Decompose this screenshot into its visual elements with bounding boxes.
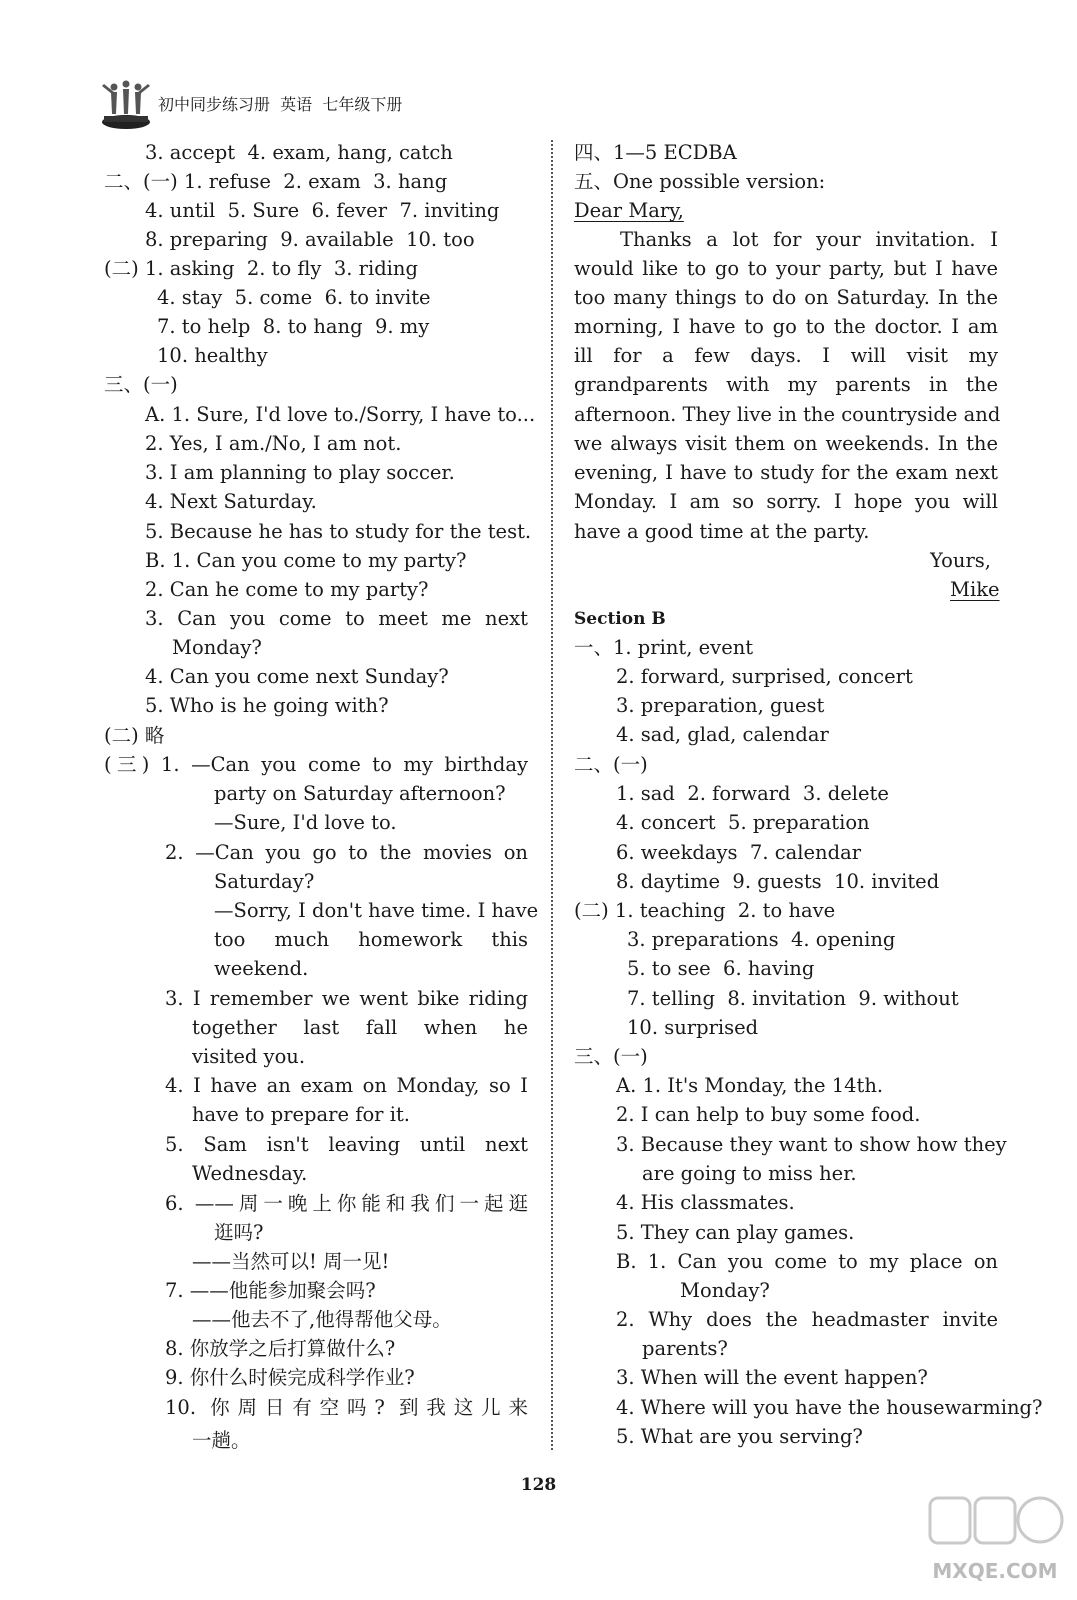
left-column-line: 2. Yes, I am./No, I am not.	[145, 432, 402, 455]
right-column-line: 1. sad 2. forward 3. delete	[616, 782, 889, 805]
right-column-line: afternoon. They live in the countryside and	[574, 403, 1001, 426]
left-column-line: 7. ——他能参加聚会吗?	[165, 1279, 376, 1302]
left-column-line: have to prepare for it.	[192, 1103, 410, 1126]
left-column-line: 8. 你放学之后打算做什么?	[165, 1337, 396, 1360]
header-title: 初中同步练习册 英语 七年级下册	[158, 95, 403, 114]
right-column-line: have a good time at the party.	[574, 520, 870, 543]
right-column-line: (二) 1. teaching 2. to have	[574, 899, 836, 922]
left-column-line: 10. 你周日有空吗? 到我这儿来	[165, 1396, 528, 1419]
right-column-line: 3. preparations 4. opening	[627, 928, 896, 951]
left-column-line: visited you.	[192, 1045, 306, 1068]
right-column-line: 一、1. print, event	[574, 636, 754, 659]
right-column-line: 4. His classmates.	[616, 1191, 795, 1214]
left-column-line: 8. preparing 9. available 10. too	[145, 228, 475, 251]
column-divider	[551, 140, 553, 1450]
right-column-line: B. 1. Can you come to my place on	[616, 1250, 998, 1273]
right-column-line: 2. Why does the headmaster invite	[616, 1308, 998, 1331]
right-column-line: Thanks a lot for your invitation. I	[620, 228, 998, 251]
right-column-line: we always visit them on weekends. In the	[574, 432, 998, 455]
right-column-line: would like to go to your party, but I have	[574, 257, 998, 280]
left-column-line: (三) 1. —Can you come to my birthday	[104, 753, 528, 776]
right-column-line: 五、One possible version:	[574, 170, 826, 193]
right-column-line: 10. surprised	[627, 1016, 759, 1039]
left-column-line: Saturday?	[214, 870, 315, 893]
left-column-line: 2. Can he come to my party?	[145, 578, 429, 601]
page-header	[100, 78, 520, 138]
right-column-line: A. 1. It's Monday, the 14th.	[616, 1074, 884, 1097]
right-column-line: 8. daytime 9. guests 10. invited	[616, 870, 940, 893]
page-number: 128	[520, 1475, 557, 1495]
right-column-line: 2. I can help to buy some food.	[616, 1103, 921, 1126]
right-column-line: too many things to do on Saturday. In the	[574, 286, 998, 309]
left-column-line: too much homework this	[214, 928, 528, 951]
right-column-line: 4. concert 5. preparation	[616, 811, 870, 834]
left-column-line: 4. stay 5. come 6. to invite	[157, 286, 431, 309]
left-column-line: 4. Next Saturday.	[145, 490, 317, 513]
left-column-line: 3. Can you come to meet me next	[145, 607, 528, 630]
right-column-line: 6. weekdays 7. calendar	[616, 841, 862, 864]
left-column-line: 二、(一) 1. refuse 2. exam 3. hang	[104, 170, 448, 193]
left-column-line: 5. Because he has to study for the test.	[145, 520, 532, 543]
left-column-line: 逛吗?	[214, 1221, 264, 1244]
left-column-line: 5. Who is he going with?	[145, 694, 389, 717]
right-column-line: 7. telling 8. invitation 9. without	[627, 987, 959, 1010]
left-column-line: Monday?	[172, 636, 262, 659]
left-column-line: 3. accept 4. exam, hang, catch	[145, 141, 453, 164]
right-column-line: Section B	[574, 609, 666, 629]
right-column-line: grandparents with my parents in the	[574, 373, 998, 396]
left-column-line: 7. to help 8. to hang 9. my	[157, 315, 430, 338]
right-column-line: 四、1—5 ECDBA	[574, 141, 737, 164]
right-column-line: morning, I have to go to the doctor. I am	[574, 315, 998, 338]
left-column-line: 4. I have an exam on Monday, so I	[165, 1074, 528, 1097]
right-column-line: Monday?	[680, 1279, 770, 1302]
left-column-line: 2. —Can you go to the movies on	[165, 841, 528, 864]
left-column-line: weekend.	[214, 957, 309, 980]
left-column-line: together last fall when he	[192, 1016, 528, 1039]
right-column-line: Mike	[950, 578, 1000, 601]
right-column-line: ill for a few days. I will visit my	[574, 344, 998, 367]
right-column-line: 4. Where will you have the housewarming?	[616, 1396, 1043, 1419]
left-column-line: ——当然可以! 周一见!	[192, 1250, 390, 1273]
right-column-line: 三、(一)	[574, 1045, 648, 1068]
right-column-line: parents?	[642, 1337, 728, 1360]
right-column-line: 5. They can play games.	[616, 1221, 855, 1244]
left-column-line: 10. healthy	[157, 344, 268, 367]
right-column-line: Dear Mary,	[574, 199, 684, 222]
right-column-line: evening, I have to study for the exam next	[574, 461, 998, 484]
right-column-line: 3. Because they want to show how they	[616, 1133, 1007, 1156]
watermark-subtext: MXQE.COM	[932, 1559, 1058, 1583]
left-column-line: 三、(一)	[104, 373, 178, 396]
right-column-line: 3. preparation, guest	[616, 694, 825, 717]
left-column-line: —Sorry, I don't have time. I have	[214, 899, 539, 922]
left-column-line: ——他去不了,他得帮他父母。	[192, 1308, 452, 1331]
logo-icon	[100, 78, 152, 132]
left-column-line: 4. Can you come next Sunday?	[145, 665, 449, 688]
right-column-line: 5. What are you serving?	[616, 1425, 863, 1448]
left-column-line: party on Saturday afternoon?	[214, 782, 506, 805]
left-column-line: 3. I am planning to play soccer.	[145, 461, 455, 484]
right-column-line: 5. to see 6. having	[627, 957, 815, 980]
left-column-line: 6. ——周一晚上你能和我们一起逛	[165, 1192, 528, 1215]
left-column-line: 9. 你什么时候完成科学作业?	[165, 1366, 415, 1389]
left-column-line: 3. I remember we went bike riding	[165, 987, 528, 1010]
right-column-line: 二、(一)	[574, 753, 648, 776]
right-column-line: 3. When will the event happen?	[616, 1366, 928, 1389]
left-column-line: B. 1. Can you come to my party?	[145, 549, 467, 572]
left-column-line: 5. Sam isn't leaving until next	[165, 1133, 528, 1156]
left-column-line: 4. until 5. Sure 6. fever 7. inviting	[145, 199, 500, 222]
right-column-line: Monday. I am so sorry. I hope you will	[574, 490, 998, 513]
right-column-line: 4. sad, glad, calendar	[616, 723, 829, 746]
left-column-line: (二) 1. asking 2. to fly 3. riding	[104, 257, 418, 280]
left-column-line: (二) 略	[104, 724, 165, 747]
left-column-line: —Sure, I'd love to.	[214, 811, 397, 834]
right-column-line: are going to miss her.	[642, 1162, 857, 1185]
left-column-line: 一趟。	[192, 1429, 251, 1452]
watermark-logo	[920, 1490, 1070, 1595]
left-column-line: A. 1. Sure, I'd love to./Sorry, I have to...	[145, 403, 536, 426]
left-column-line: Wednesday.	[192, 1162, 308, 1185]
right-column-line: 2. forward, surprised, concert	[616, 665, 913, 688]
right-column-line: Yours,	[930, 549, 992, 572]
